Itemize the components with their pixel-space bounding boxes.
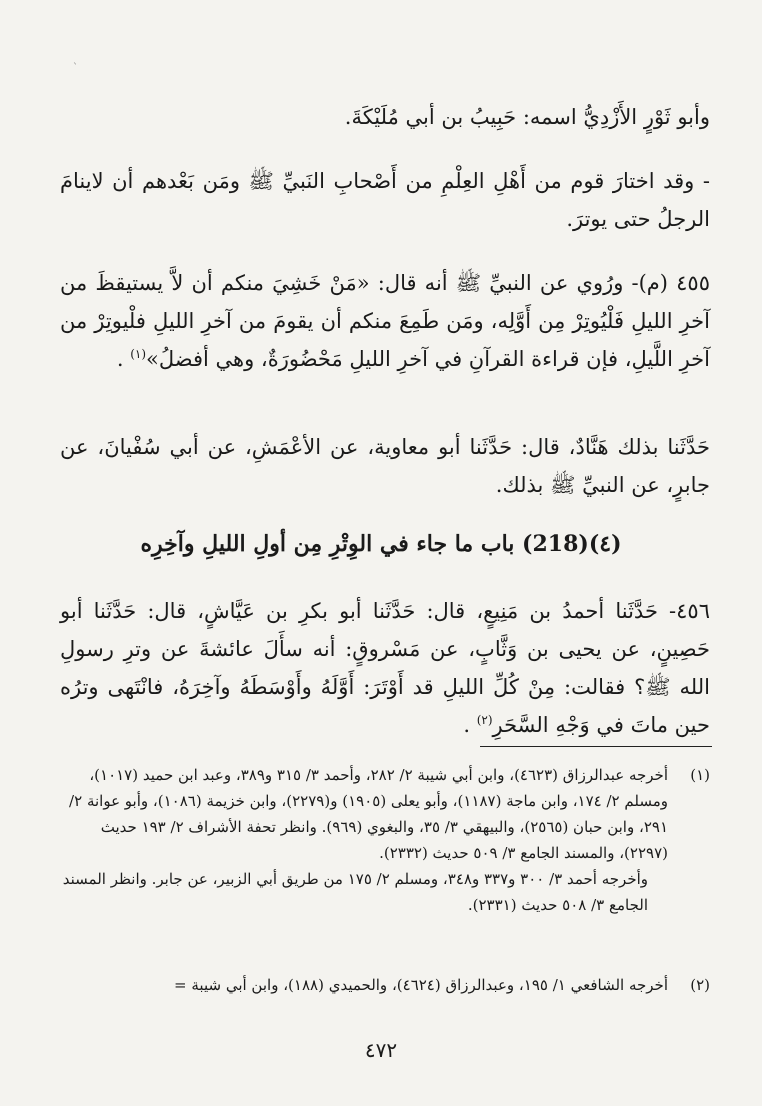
page-number: ٤٧٢ xyxy=(364,1038,398,1062)
page-speck: ` xyxy=(73,63,78,74)
hadith-455 xyxy=(60,264,710,378)
sentence-end: . xyxy=(463,713,471,737)
hadith-text: ٤٥٥ (م)- ورُوي عن النبيِّ ﷺ أنه قال: «مَنْ خَشِيَ منكم أن لاَّ يستيقظَ من آخرِ الليلِ فَلْيُوتِرْ مِن أَوَّلِه، ومَن طَمِعَ منكم أن يقومَ من آخرِ الليلِ فلْيوتِرْ من آخرِ اللَّيلِ، فإن قراءة القرآنِ في آخرِ الليلِ مَحْضُورَةٌ، وهي أفضلُ» xyxy=(60,271,710,371)
chapter-heading: (٤)(218) باب ما جاء في الوِتْرِ مِن أولِ الليلِ وآخِرِه xyxy=(140,531,622,557)
footnote-ref-2[interactable]: (٢) xyxy=(476,713,493,727)
footnote-ref-1[interactable]: (١) xyxy=(130,347,147,361)
footnote-continuation: وأخرجه أحمد ٣/ ٣٠٠ و٣٣٧ و٣٤٨، ومسلم ٢/ ١٧٥ من طريق أبي الزبير، عن جابر. وانظر المسند الجامع ٣/ ٥٠٨ حديث (٢٣٣١). xyxy=(62,870,648,914)
footnote-text: أخرجه الشافعي ١/ ١٩٥، وعبدالرزاق (٤٦٢٤)، والحميدي (١٨٨)، وابن أبي شيبة = xyxy=(174,976,668,994)
footnote-1 xyxy=(52,762,710,918)
hadith-text: ٤٥٦- حَدَّثَنا أحمدُ بن مَنِيعٍ، قال: حَدَّثَنا أبو بكرِ بن عَيَّاشٍ، قال: حَدَّثَنا أبو حَصِينٍ، عن يحيى بن وَثَّابٍ، عن مَسْروقٍ: أنه سأَلَ عائشةَ عن وترِ رسولِ الله ﷺ؟ فقالت: مِنْ كُلِّ الليلِ قد أَوْتَرَ: أَوَّلَهُ وأَوْسَطَهُ وآخِرَهُ، فانْتَهى وترُه حين ماتَ في وَجْهِ السَّحَرِ xyxy=(60,599,710,737)
hadith-456 xyxy=(60,592,710,744)
paragraph-scholars-choice xyxy=(60,162,710,238)
chain-text: حَدَّثَنا بذلك هَنَّادٌ، قال: حَدَّثَنا أبو معاوية، عن الأعْمَشِ، عن أبي سُفْيانَ، عن جابرٍ، عن النبيِّ ﷺ بذلك. xyxy=(60,435,710,497)
paragraph-text: وأبو ثَوْرٍ الأَزْدِيُّ اسمه: حَبِيبُ بن أبي مُلَيْكَةَ. xyxy=(344,105,710,129)
footnote-mark: (٢) xyxy=(690,976,710,994)
footnote-text: أخرجه عبدالرزاق (٤٦٢٣)، وابن أبي شيبة ٢/ ٢٨٢، وأحمد ٣/ ٣١٥ و٣٨٩، وعبد ابن حميد (١٠١٧)، ومسلم ٢/ ١٧٤، وابن ماجة (١١٨٧)، وأبو يعلى (١٩٠٥) و(٢٢٧٩)، وابن خزيمة (١٠٨٦)، وأبو عوانة ٢/ ٢٩١، وابن حبان (٢٥٦٥)، والبيهقي ٣/ ٣٥، والبغوي (٩٦٩). وانظر تحفة الأشراف ٢/ ١٩٣ حديث (٢٢٩٧)، والمسند الجامع ٣/ ٥٠٩ حديث (٢٣٣٢). xyxy=(69,766,668,862)
footnote-divider xyxy=(480,746,712,747)
paragraph-text: - وقد اختارَ قوم من أَهْلِ العِلْمِ من أَصْحابِ النَبيِّ ﷺ ومَن بَعْدهم أن لاينامَ الرجلُ حتى يوترَ. xyxy=(60,169,710,231)
hadith-455-chain xyxy=(60,428,710,504)
footnote-2 xyxy=(52,972,710,998)
paragraph-narrator-name xyxy=(60,98,710,136)
sentence-end: . xyxy=(116,347,124,371)
footnote-mark: (١) xyxy=(690,766,710,784)
